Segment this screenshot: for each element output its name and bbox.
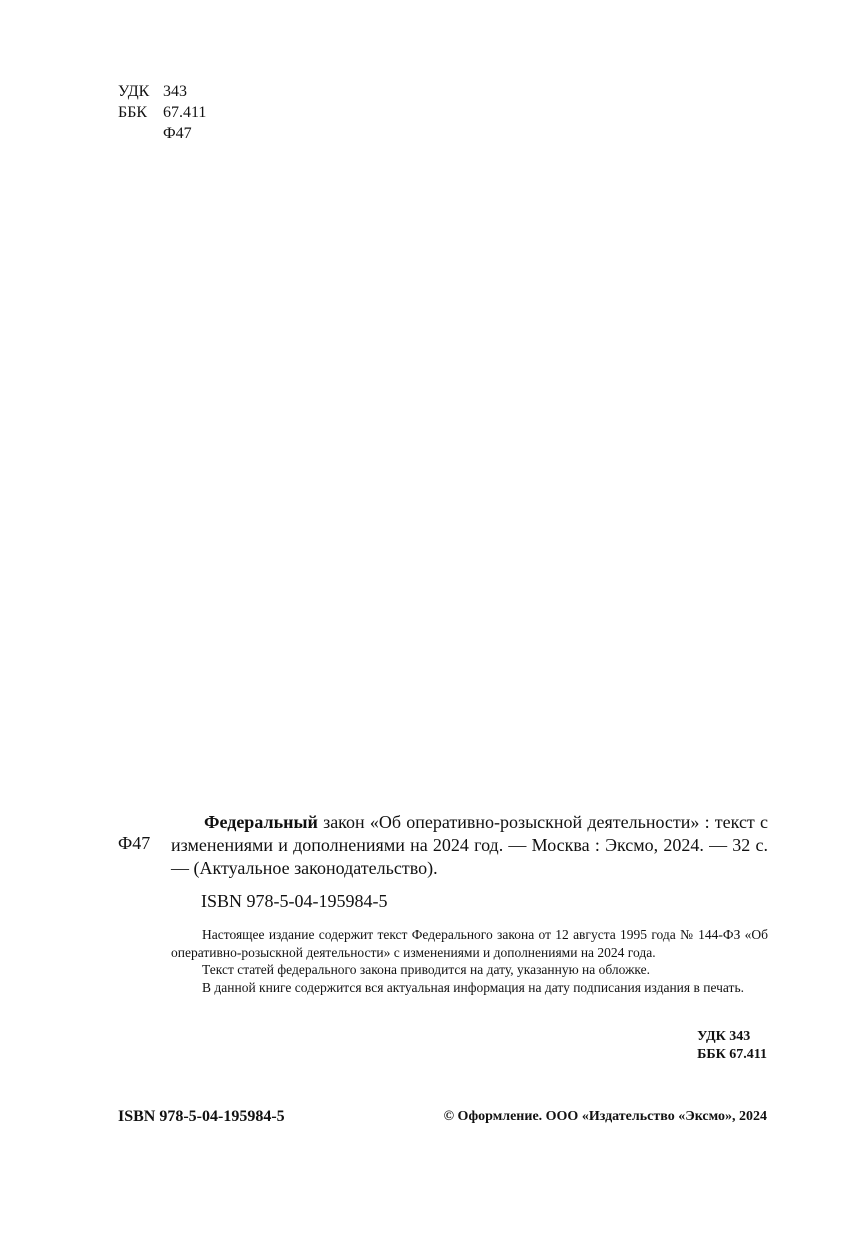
bbk-label: ББК <box>118 104 148 121</box>
annotation-bbk: ББК 67.411 <box>697 1047 767 1062</box>
udk-label: УДК <box>118 83 150 100</box>
udk-value: 343 <box>163 83 187 100</box>
author-sign: Ф47 <box>118 833 151 853</box>
annotation-udk: УДК 343 <box>697 1029 751 1044</box>
udk-row <box>118 81 206 102</box>
bibliographic-description <box>171 811 768 880</box>
author-sign-top: Ф47 <box>163 125 192 142</box>
bbk-row <box>118 102 206 123</box>
record-title-rest: закон «Об оперативно-розыскной деятельности» : текст с изменениями и дополнениями на 2024 год. — Москва : Эксмо, 2024. — 32 с. — (Актуальное законодательство). <box>171 812 768 878</box>
annotation-paragraph-2: Текст статей федерального закона приводится на дату, указанную на обложке. <box>202 962 650 977</box>
annotation-classification <box>697 1028 767 1064</box>
record-isbn: ISBN 978-5-04-195984-5 <box>201 891 388 911</box>
bbk-value: 67.411 <box>163 104 207 121</box>
record-title-bold: Федеральный <box>204 812 318 832</box>
annotation-paragraph-1: Настоящее издание содержит текст Федерального закона от 12 августа 1995 года № 144-ФЗ «Об оперативно-розыскной деятельности» с изменениями и дополнениями на 2024 года. <box>171 927 768 960</box>
footer-isbn: ISBN 978-5-04-195984-5 <box>118 1108 285 1125</box>
author-sign-row <box>118 123 206 144</box>
classification-block <box>118 81 206 144</box>
annotation <box>171 926 768 996</box>
footer-copyright: © Оформление. ООО «Издательство «Эксмо», 2024 <box>443 1109 767 1124</box>
annotation-paragraph-3: В данной книге содержится вся актуальная информация на дату подписания издания в печать. <box>202 979 744 995</box>
